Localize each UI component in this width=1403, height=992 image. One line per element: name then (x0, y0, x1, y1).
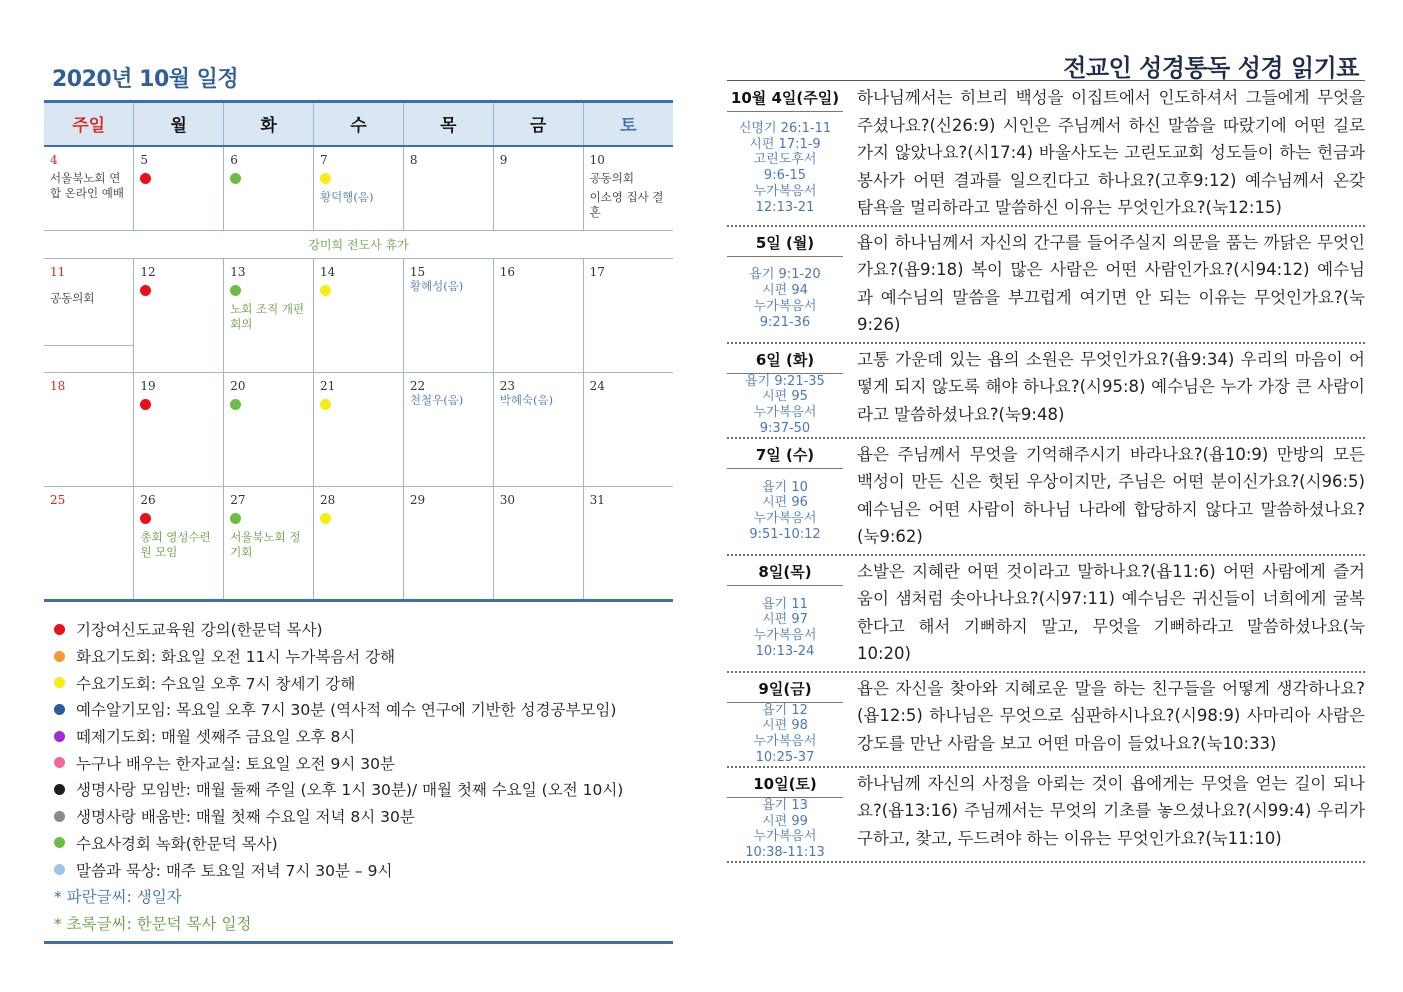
day-cell (493, 373, 583, 487)
day-cell (134, 146, 224, 231)
plan-ref: 9:21-36 (759, 314, 811, 330)
plan-ref: 욥기 11 (762, 596, 808, 612)
plan-entry (727, 344, 1365, 439)
event-text: 총회 영성수련원 모임 (140, 530, 211, 559)
weekday-header-row (44, 102, 673, 146)
day-cell (583, 487, 673, 601)
legend-label: 화요기도회: 화요일 오전 11시 누가복음서 강해 (76, 648, 396, 667)
weekday-fri: 금 (493, 102, 583, 146)
vacation-band-row (44, 231, 673, 259)
day-cell (493, 259, 583, 373)
legend-item (54, 669, 674, 696)
plan-ref: 욥기 9:21-35 (745, 373, 825, 389)
legend-label: 말씀과 묵상: 매주 토요일 저녁 7시 30분 – 9시 (76, 861, 393, 880)
day-number: 30 (499, 493, 515, 507)
plan-entry (727, 556, 1365, 673)
plan-ref: 시편 98 (762, 718, 808, 734)
day-number: 19 (140, 379, 156, 393)
day-number: 25 (50, 493, 66, 507)
cell-divider (44, 345, 133, 346)
plan-ref: 10:38-11:13 (745, 845, 825, 861)
day-cell (403, 487, 493, 601)
week-row (44, 146, 673, 231)
legend-item (54, 856, 674, 883)
weekday-wed: 수 (314, 102, 404, 146)
plan-ref: 시편 99 (762, 813, 808, 829)
plan-ref: 누가복음서 (753, 299, 817, 314)
weekday-thu: 목 (403, 102, 493, 146)
plan-text: 하나님께 자신의 사정을 아뢰는 것이 욥에게는 무엇을 얻는 길이 되나요?(욥13:16) 주님께서는 무엇의 기초를 놓으셨나요?(시99:4) 우리가 구하고, 찾고, 두드려야 하는 이유는 무엇인가요?(눅11:10) (857, 773, 1365, 848)
day-cell (314, 487, 404, 601)
light-blue-dot-icon (54, 864, 65, 875)
plan-ref: 10:13-24 (755, 643, 815, 659)
legend-label: 생명사랑 배움반: 매월 첫째 수요일 저녁 8시 30분 (76, 808, 415, 827)
event-text: 황혜성(음) (409, 279, 464, 293)
calendar-table (44, 100, 673, 602)
day-number: 15 (409, 265, 426, 279)
yellow-dot-icon (54, 677, 65, 688)
day-number: 27 (230, 493, 246, 507)
blue-dot-icon (54, 704, 65, 715)
legend-item (54, 616, 674, 643)
day-number: 9 (499, 152, 508, 167)
plan-top-rule (727, 80, 1365, 81)
event-text: 공동의회 (50, 291, 95, 305)
day-number: 7 (320, 152, 328, 167)
day-cell (493, 146, 583, 231)
event-text: 박혜숙(음) (499, 393, 554, 407)
vacation-band: 강미희 전도사 휴가 (44, 231, 673, 259)
plan-ref: 시편 96 (762, 495, 808, 511)
plan-ref: 누가복음서 (753, 628, 817, 644)
day-number: 8 (409, 152, 418, 167)
weekday-sun: 주일 (44, 102, 134, 146)
red-dot-icon (54, 624, 65, 635)
event-text: 서울북노회 연합 온라인 예배 (50, 170, 124, 200)
event-text: 공동의회 (589, 170, 634, 185)
day-cell (403, 373, 493, 487)
day-cell (44, 373, 134, 487)
plan-ref: 누가복음서 (753, 184, 817, 200)
plan-ref: 시편 17:1-9 (749, 136, 821, 152)
plan-ref: 욥기 13 (762, 797, 808, 813)
day-cell (44, 146, 134, 231)
plan-ref: 누가복음서 (753, 734, 817, 750)
plan-entry-left (727, 768, 843, 861)
legend-label: 누구나 배우는 한자교실: 토요일 오전 9시 30분 (76, 754, 395, 773)
legend (54, 616, 674, 936)
plan-text: 욥이 하나님께서 자신의 간구를 들어주실지 의문을 품는 까닭은 무엇인가요?(욥9:18) 복이 많은 사람은 어떤 사람인가요?(시94:12) 예수님과 예수님의 말씀을 부끄럽게 여기면 안 되는 이유는 무엇인가요?(눅9:26) (857, 232, 1365, 334)
yellow-dot-icon (320, 513, 331, 524)
green-dot-icon (54, 837, 65, 848)
plan-text: 고통 가운데 있는 욥의 소원은 무엇인가요?(욥9:34) 우리의 마음이 어떻게 되지 않도록 해야 하나요?(시95:8) 예수님은 누가 가장 큰 사람이라고 말씀하셨나요?(눅9:48) (857, 349, 1365, 424)
event-text: 노회 조직 개편 회의 (230, 302, 305, 331)
plan-entry-left (727, 673, 843, 766)
green-dot-icon (230, 173, 241, 184)
day-number: 10 (589, 152, 605, 167)
plan-ref: 욥기 12 (762, 702, 808, 718)
reading-plan (727, 82, 1365, 863)
weekday-mon: 월 (134, 102, 224, 146)
day-cell (224, 373, 314, 487)
day-number: 13 (230, 265, 246, 279)
legend-item (54, 776, 674, 803)
plan-entry (727, 227, 1365, 344)
plan-ref: 9:37-50 (759, 420, 811, 436)
purple-dot-icon (54, 731, 65, 742)
plan-entry-left (727, 227, 843, 342)
plan-ref: 시편 97 (762, 612, 808, 628)
day-number: 21 (320, 379, 336, 393)
yellow-dot-icon (320, 285, 331, 296)
green-dot-icon (230, 285, 241, 296)
day-cell (134, 487, 224, 601)
day-number: 23 (499, 379, 515, 393)
day-number: 18 (50, 379, 66, 393)
plan-title: 전교인 성경통독 성경 읽기표 (1063, 54, 1359, 82)
day-number: 12 (140, 265, 156, 279)
plan-day: 8일(목) (727, 556, 843, 586)
plan-ref: 욥기 10 (762, 479, 808, 495)
red-dot-icon (140, 513, 151, 524)
calendar-title: 2020년 10월 일정 (52, 67, 239, 92)
plan-refs (727, 469, 843, 554)
day-cell (134, 373, 224, 487)
day-number: 29 (409, 493, 426, 507)
day-cell (224, 487, 314, 601)
plan-ref: 누가복음서 (753, 405, 817, 421)
day-cell (403, 259, 493, 373)
legend-label: 수요기도회: 수요일 오후 7시 창세기 강해 (76, 674, 356, 693)
legend-item (54, 723, 674, 750)
day-number: 4 (50, 152, 58, 167)
day-cell (583, 259, 673, 373)
plan-refs (727, 112, 843, 225)
orange-dot-icon (54, 651, 65, 662)
day-cell (224, 146, 314, 231)
green-dot-icon (230, 513, 241, 524)
plan-ref: 고린도후서 (753, 152, 817, 168)
plan-text: 욥은 주님께서 무엇을 기억해주시기 바라나요?(욥10:9) 만방의 모든 백성이 만든 신은 헛된 우상이지만, 주님은 어떤 분이신가요?(시96:5) 예수님은 어떤 사람이 하나님 나라에 합당하지 않다고 말씀하셨나요?(눅9:62) (857, 444, 1365, 547)
day-number: 16 (499, 265, 515, 279)
plan-entry-left (727, 344, 843, 437)
legend-item (54, 643, 674, 670)
legend-item (54, 749, 674, 776)
day-cell (314, 259, 404, 373)
plan-ref: 누가복음서 (753, 829, 817, 845)
plan-refs (727, 703, 843, 766)
legend-label: 예수알기모임: 목요일 오후 7시 30분 (역사적 예수 연구에 기반한 성경공부모임) (76, 701, 617, 720)
day-number: 31 (589, 493, 605, 507)
day-cell (44, 259, 134, 373)
week-row (44, 487, 673, 601)
plan-refs (727, 798, 843, 861)
day-number: 24 (589, 379, 605, 393)
yellow-dot-icon (320, 399, 331, 410)
plan-day: 9일(금) (727, 673, 843, 703)
day-cell (314, 373, 404, 487)
day-number: 26 (140, 493, 156, 507)
legend-note-blue: * 파란글씨: 생일자 (54, 888, 182, 907)
day-number: 14 (320, 265, 336, 279)
plan-entry (727, 82, 1365, 227)
plan-refs (727, 586, 843, 671)
plan-day: 5일 (월) (727, 227, 843, 257)
gray-dot-icon (54, 811, 65, 822)
day-number: 5 (140, 152, 148, 167)
event-text: 황덕행(음) (320, 189, 374, 204)
plan-day: 6일 (화) (727, 344, 843, 374)
day-cell (224, 259, 314, 373)
plan-text: 욥은 자신을 찾아와 지혜로운 말을 하는 친구들을 어떻게 생각하나요?(욥12:5) 하나님은 무엇으로 심판하시나요?(시98:9) 사마리아 사람은 강도를 만난 사람을 보고 어떤 마음이 들었나요?(눅10:33) (857, 678, 1365, 753)
plan-ref: 12:13-21 (755, 199, 815, 215)
day-number: 28 (320, 493, 336, 507)
event-text: 이소영 집사 결혼 (589, 189, 664, 219)
plan-ref: 9:51-10:12 (749, 526, 821, 542)
plan-entry-left (727, 439, 843, 554)
plan-ref: 욥기 9:1-20 (749, 267, 821, 283)
plan-text: 소발은 지혜란 어떤 것이라고 말하나요?(욥11:6) 어떤 사람에게 즐거움이 샘처럼 솟아나나요?(시97:11) 예수님은 귀신들이 너희에게 굴복한다고 해서 기뻐하지 말고, 무엇을 기뻐하라고 말씀하셨나요(눅10:20) (857, 561, 1365, 664)
black-dot-icon (54, 784, 65, 795)
legend-label: 떼제기도회: 매월 셋째주 금요일 오후 8시 (76, 728, 356, 747)
plan-entry-left (727, 82, 843, 225)
legend-item (54, 696, 674, 723)
plan-entry-left (727, 556, 843, 671)
plan-ref: 시편 94 (762, 283, 808, 299)
plan-day: 10월 4일(주일) (727, 82, 843, 112)
plan-day: 7일 (수) (727, 439, 843, 469)
legend-note-green: * 초록글씨: 한문덕 목사 일정 (54, 914, 252, 933)
plan-ref: 누가복음서 (753, 511, 817, 527)
day-cell (583, 146, 673, 231)
plan-ref: 9:6-15 (763, 168, 807, 184)
plan-refs (727, 374, 843, 437)
event-text: 서울북노회 정기회 (230, 530, 301, 559)
plan-refs (727, 257, 843, 342)
day-number: 17 (589, 265, 605, 279)
week-row (44, 373, 673, 487)
legend-label: 수요사경회 녹화(한문덕 목사) (76, 834, 278, 853)
plan-entry (727, 768, 1365, 863)
legend-label: 기장여신도교육원 강의(한문덕 목사) (76, 621, 323, 640)
day-cell (583, 373, 673, 487)
day-number: 11 (50, 265, 66, 279)
week-row (44, 259, 673, 373)
legend-item (54, 830, 674, 857)
plan-ref: 10:25-37 (755, 750, 815, 766)
plan-text: 하나님께서는 히브리 백성을 이집트에서 인도하셔서 그들에게 무엇을 주셨나요?(신26:9) 시인은 주님께서 하신 말씀을 따랐기에 어떤 길로 가지 않았나요?(시17:4) 바울사도는 고린도교회 성도들이 하는 헌금과 봉사가 어떤 결과를 일으킨다고 하나요?(고후9:12) 예수님께서 온갖 탐욕을 멀리하라고 말씀하신 이유는 무엇인가요?(눅12:15) (857, 88, 1365, 217)
day-cell (134, 259, 224, 373)
pink-dot-icon (54, 757, 65, 768)
weekday-sat: 토 (583, 102, 673, 146)
day-number: 6 (230, 152, 238, 167)
legend-label: 생명사랑 모임반: 매월 둘째 주일 (오후 1시 30분)/ 매월 첫째 수요일 (오전 10시) (76, 781, 624, 800)
day-cell (314, 146, 404, 231)
event-text: 천철우(음) (409, 393, 464, 407)
day-number: 20 (230, 379, 246, 393)
weekday-tue: 화 (224, 102, 314, 146)
day-number: 22 (409, 379, 426, 393)
yellow-dot-icon (320, 173, 331, 184)
legend-bottom-rule (44, 941, 673, 944)
day-cell (403, 146, 493, 231)
legend-item (54, 803, 674, 830)
plan-ref: 신명기 26:1-11 (738, 120, 832, 136)
plan-day: 10일(토) (727, 768, 843, 798)
plan-entry (727, 673, 1365, 768)
plan-entry (727, 439, 1365, 556)
plan-ref: 시편 95 (762, 389, 808, 405)
day-cell (44, 487, 134, 601)
red-dot-icon (140, 173, 151, 184)
red-dot-icon (140, 399, 151, 410)
green-dot-icon (230, 399, 241, 410)
red-dot-icon (140, 285, 151, 296)
day-cell (493, 487, 583, 601)
